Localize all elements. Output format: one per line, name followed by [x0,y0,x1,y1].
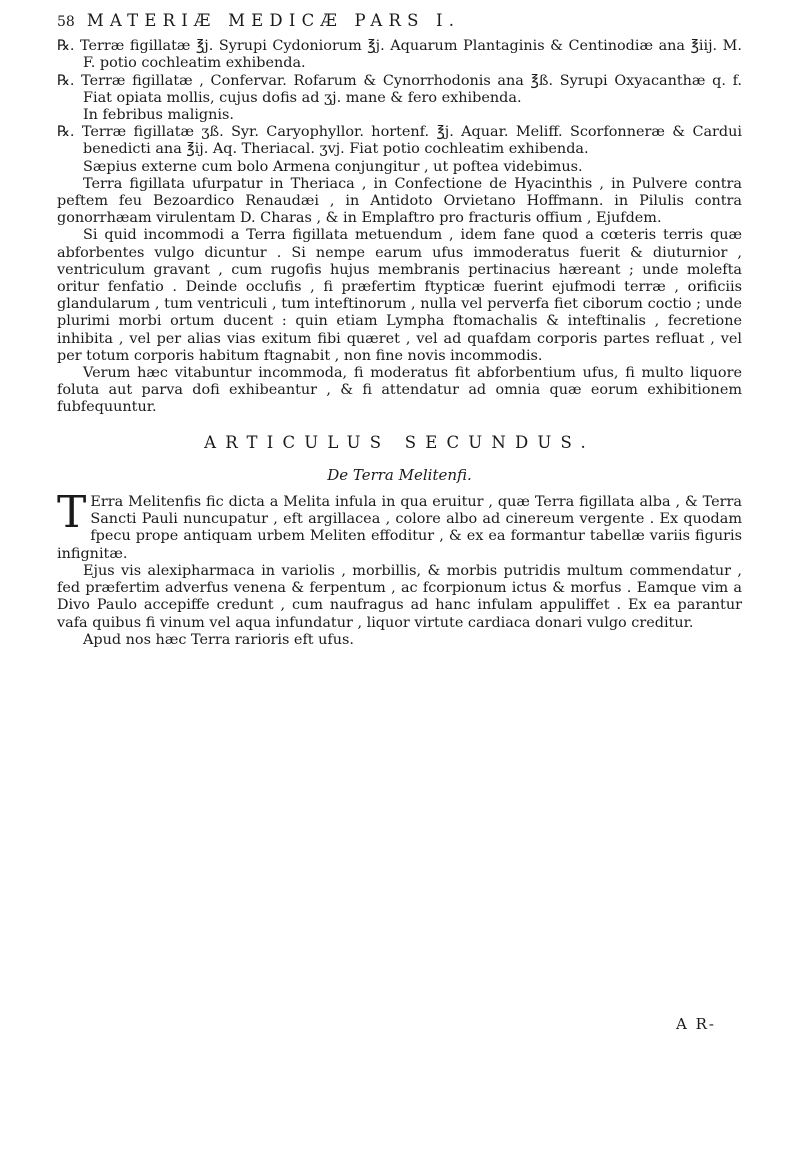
prescription-1: ℞. Terræ figillatæ ℥j. Syrupi Cydoniorum ℥j. Aquarum Plantaginis & Centinodiæ ana ℥iij. M. F. potio cochleatim exhibenda. [57,38,742,72]
paragraph-virtues: Ejus vis alexipharmaca in variolis , morbillis, & morbis putridis multum commendatur , fed præfertim adverfus venena & ferpentum , ac fcorpionum ictus & morfus . Eamque vim a Divo Paulo accepiffe credunt , cum naufragus ad hanc infulam appuliffet . Ex ea parantur vafa quibus fi vinum vel aqua infundatur , liquor virtute cardiaca donari vulgo creditur. [57,562,742,631]
paragraph-preparations: Terra figillata ufurpatur in Theriaca , in Confectione de Hyacinthis , in Pulvere contra peftem feu Bezoardico Renaudæi , in Antidoto Orvietano Hoffmann. in Pilulis contra gonorrhæam virulentam D. Charas , & in Emplaftro pro fracturis offium , Ejufdem. [57,175,742,227]
paragraph-incommodities: Si quid incommodi a Terra figillata metuendum , idem fane quod a cœteris terris quæ abforbentes vulgo dicuntur . Si nempe earum ufus immoderatus fuerit & diuturnior , ventriculum gravant , cum rugofis hujus membranis pertinacius hæreant ; unde molefta oritur fenfatio . Deinde occlufis , fi præfertim ftypticæ fuerint ejufmodi terræ , orificiis glandularum , tum ventriculi , tum inteftinorum , nulla vel perverfa fiet ciborum coctio ; unde plurimi morbi ortum ducent : quin etiam Lympha ftomachalis & inteftinalis , fecretione inhibita , vel per alias vias exitum fibi quæret , vel ad quafdam corporis partes refluat , vel per totum corporis habitum ftagnabit , non fine novis incommodis. [57,227,742,364]
section-note: In febribus malignis. [83,107,234,124]
first-paragraph-text: Erra Melitenfis fic dicta a Melita infula in qua eruitur , quæ Terra figillata alba , & Terra Sancti Pauli nuncupatur , eft argillacea , colore albo ad cinereum vergente . Ex quodam fpecu prope antiquam urbem Meliten effoditur , & ex ea formantur tabellæ variis figuris infignitæ. [57,494,742,562]
paragraph-remedies: Verum hæc vitabuntur incommoda, fi moderatus fit abforbentium ufus, fi multo liquore foluta aut parva dofi exhibeantur , & fi attendatur ad omnia quæ eorum exhibitionem fubfequuntur. [57,365,742,416]
prescription-2: ℞. Terræ figillatæ , Confervar. Rofarum & Cynorrhodonis ana ℥ß. Syrupi Oxyacanthæ q. f. Fiat opiata mollis, cujus dofis ad ʒj. mane & fero exhibenda. [57,72,742,106]
drop-cap: T [57,487,87,539]
running-head [57,12,742,31]
paragraph-external-use: Sæpius externe cum bolo Armena conjungitur , ut poftea videbimus. [83,158,583,175]
running-title: MATERIÆ MEDICÆ PARS I. [86,11,461,30]
article-subheading: De Terra Melitenfi. [327,465,472,484]
paragraph-usage: Apud nos hæc Terra rarioris eft ufus. [83,631,354,648]
article-heading: ARTICULUS SECUNDUS. [204,432,595,452]
page-number: 58 [57,14,75,30]
catchword: A R- [676,1015,716,1033]
prescription-3: ℞. Terræ figillatæ ʒß. Syr. Caryophyllor. hortenf. ℥j. Aquar. Meliff. Scorfonneræ & Cardui benedicti ana ℥ij. Aq. Theriacal. ʒvj. Fiat potio cochleatim exhibenda. [57,124,742,158]
article-first-paragraph [57,487,742,563]
